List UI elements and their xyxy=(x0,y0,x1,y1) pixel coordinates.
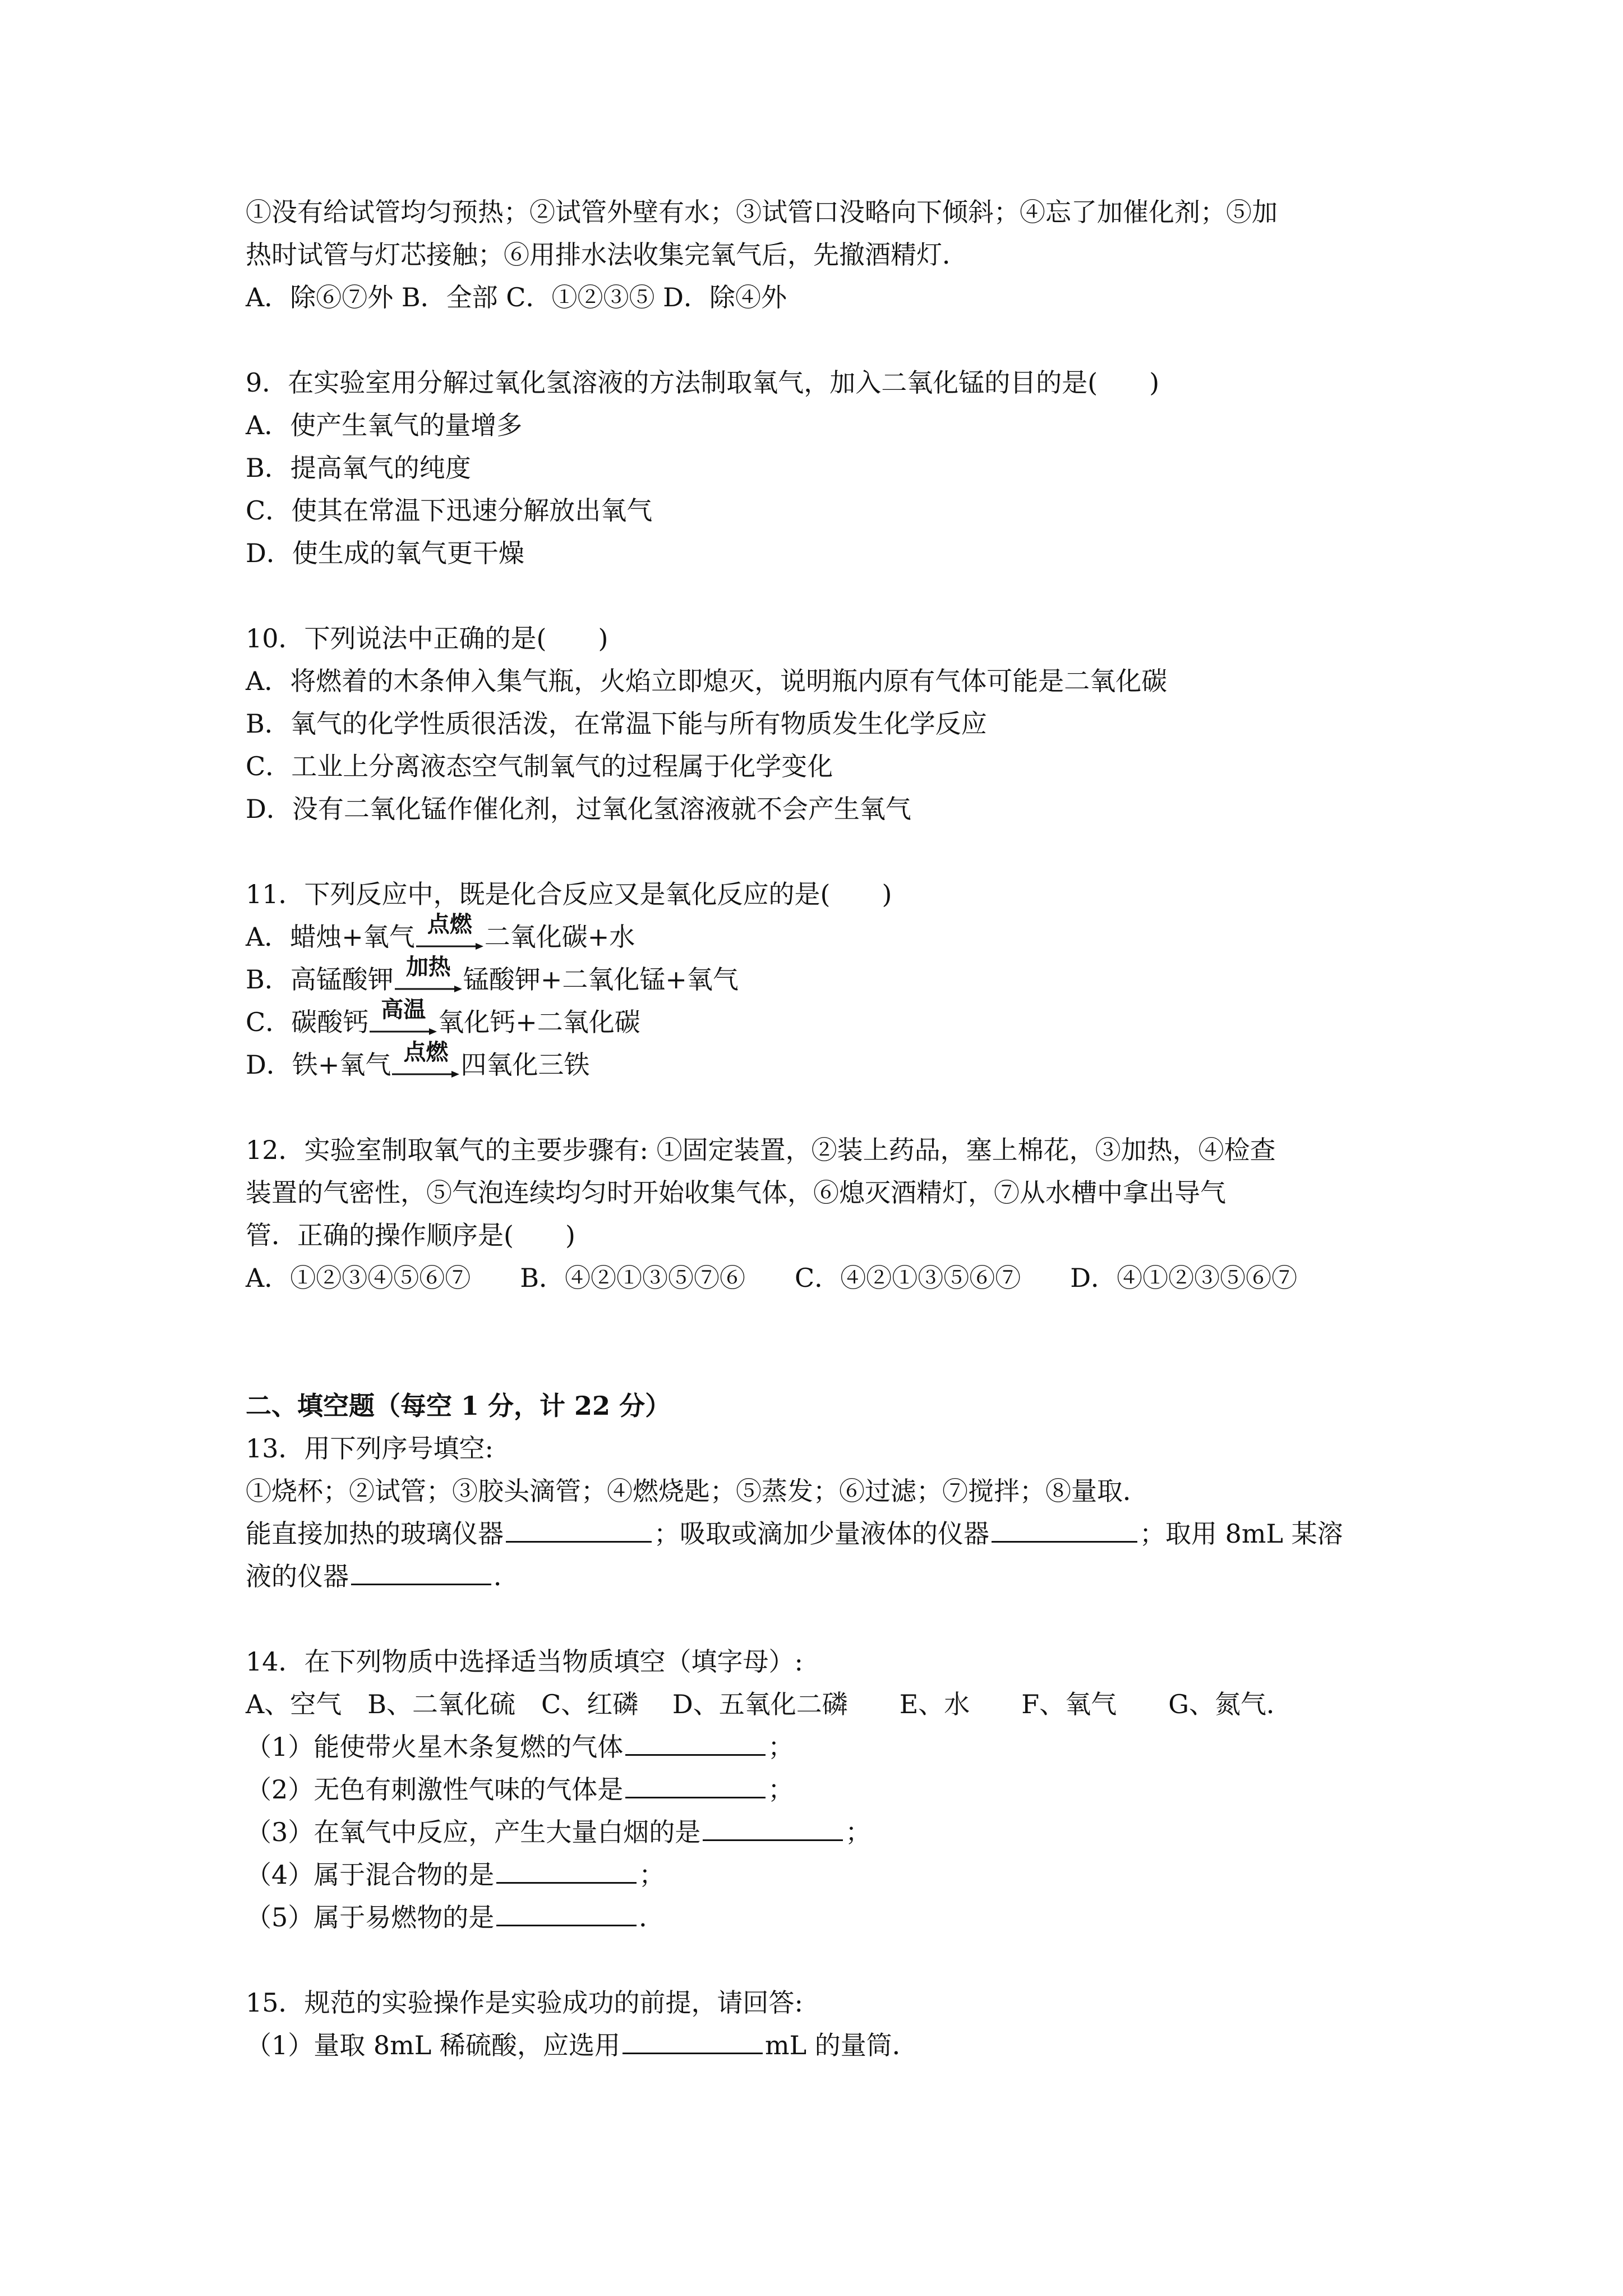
q14-sub4 xyxy=(246,1853,1390,1896)
punctuation: ； xyxy=(768,1732,794,1762)
q9-option-c: C．使其在常温下迅速分解放出氧气 xyxy=(246,495,653,526)
reaction-reactants: C．碳酸钙 xyxy=(246,1007,369,1037)
q15-sub1 xyxy=(246,2024,1390,2067)
reaction-products: 四氧化三铁 xyxy=(460,1050,590,1080)
q9-stem: 9．在实验室用分解过氧化氢溶液的方法制取氧气，加入二氧化锰的目的是( ) xyxy=(246,367,1160,398)
q10-option-b: B．氧气的化学性质很活泼，在常温下能与所有物质发生化学反应 xyxy=(246,708,987,739)
q8-line2: 热时试管与灯芯接触；⑥用排水法收集完氧气后，先撤酒精灯． xyxy=(246,240,968,270)
sub-question-text: （4）属于混合物的是 xyxy=(246,1860,495,1890)
q13-text: 能直接加热的玻璃仪器 xyxy=(246,1519,504,1549)
answer-blank[interactable] xyxy=(506,1519,652,1543)
q12-option-b: B．④②①③⑤⑦⑥ xyxy=(520,1263,746,1293)
reaction-reactants: D．铁+氧气 xyxy=(246,1050,391,1080)
answer-blank[interactable] xyxy=(625,1732,766,1756)
q13-text: ；取用 8mL 某溶 xyxy=(1140,1519,1343,1549)
reaction-condition: 点燃 xyxy=(427,912,472,937)
q9-option-d: D．使生成的氧气更干燥 xyxy=(246,538,524,568)
q12-line3: 管．正确的操作顺序是( ) xyxy=(246,1220,575,1250)
punctuation: ． xyxy=(639,1902,665,1932)
q9-option-a: A．使产生氧气的量增多 xyxy=(246,410,523,440)
q12-option-c: C．④②①③⑤⑥⑦ xyxy=(795,1263,1021,1293)
q8-options: A．除⑥⑦外 B．全部 C．①②③⑤ D．除④外 xyxy=(246,282,787,312)
sub-question-text: （1）量取 8mL 稀硫酸，应选用 xyxy=(246,2030,620,2060)
sub-question-text: （5）属于易燃物的是 xyxy=(246,1902,495,1932)
q11-option-c xyxy=(246,997,1390,1043)
reaction-products: 氧化钙+二氧化碳 xyxy=(438,1007,640,1037)
q14-sub3 xyxy=(246,1811,1390,1853)
answer-blank[interactable] xyxy=(351,1561,491,1585)
q10-option-d: D．没有二氧化锰作催化剂，过氧化氢溶液就不会产生氧气 xyxy=(246,794,911,824)
reaction-arrow-icon xyxy=(370,997,437,1043)
q12-option-a: A．①②③④⑤⑥⑦ xyxy=(246,1263,471,1293)
sub-question-text: mL 的量筒． xyxy=(764,2030,918,2060)
sub-question-text: （3）在氧气中反应，产生大量白烟的是 xyxy=(246,1817,701,1847)
answer-blank[interactable] xyxy=(703,1817,843,1841)
q13-text: ． xyxy=(494,1561,519,1591)
q12-option-d: D．④①②③⑤⑥⑦ xyxy=(1070,1263,1298,1293)
q9-option-b: B．提高氧气的纯度 xyxy=(246,453,471,483)
q11-option-a xyxy=(246,912,1390,958)
exam-page xyxy=(246,191,1390,2067)
section-title: 二、填空题（每空 1 分，计 22 分） xyxy=(246,1391,671,1421)
q12-line2: 装置的气密性，⑤气泡连续均匀时开始收集气体，⑥熄灭酒精灯，⑦从水槽中拿出导气 xyxy=(246,1177,1226,1208)
q13-line3 xyxy=(246,1512,1390,1555)
punctuation: ； xyxy=(845,1817,872,1847)
q14-sub5 xyxy=(246,1896,1390,1939)
q13-stem: 13．用下列序号填空: xyxy=(246,1433,494,1464)
sub-question-text: （2）无色有刺激性气味的气体是 xyxy=(246,1774,624,1805)
q13-items: ①烧杯；②试管；③胶头滴管；④燃烧匙；⑤蒸发；⑥过滤；⑦搅拌；⑧量取． xyxy=(246,1476,1149,1506)
q11-stem: 11．下列反应中，既是化合反应又是氧化反应的是( ) xyxy=(246,879,892,909)
q12-line1: 12．实验室制取氧气的主要步骤有: ①固定装置，②装上药品，塞上棉花，③加热，④检查 xyxy=(246,1135,1276,1165)
q8-line1: ①没有给试管均匀预热；②试管外壁有水；③试管口没略向下倾斜；④忘了加催化剂；⑤加 xyxy=(246,197,1278,227)
q13-text: ；吸取或滴加少量液体的仪器 xyxy=(654,1519,989,1549)
q15-stem: 15．规范的实验操作是实验成功的前提，请回答: xyxy=(246,1987,804,2018)
reaction-arrow-icon xyxy=(395,954,462,1001)
reaction-products: 二氧化碳+水 xyxy=(484,922,635,952)
q11-option-b xyxy=(246,954,1390,1001)
punctuation: ； xyxy=(768,1774,794,1805)
answer-blank[interactable] xyxy=(496,1860,637,1884)
answer-blank[interactable] xyxy=(992,1519,1137,1543)
reaction-reactants: A．蜡烛+氧气 xyxy=(246,922,415,952)
reaction-condition: 点燃 xyxy=(403,1039,449,1065)
sub-question-text: （1）能使带火星木条复燃的气体 xyxy=(246,1732,624,1762)
answer-blank[interactable] xyxy=(623,2030,763,2054)
reaction-arrow-icon xyxy=(416,912,483,958)
q10-option-a: A．将燃着的木条伸入集气瓶，火焰立即熄灭，说明瓶内原有气体可能是二氧化碳 xyxy=(246,666,1168,696)
q14-sub1 xyxy=(246,1726,1390,1768)
reaction-condition: 加热 xyxy=(405,954,451,980)
reaction-products: 锰酸钾+二氧化锰+氧气 xyxy=(463,964,739,995)
q14-stem: 14．在下列物质中选择适当物质填空（填字母）: xyxy=(246,1646,804,1677)
q14-choices: A、空气 B、二氧化硫 C、红磷 D、五氧化二磷 E、水 F、氧气 G、氮气． xyxy=(246,1689,1292,1719)
q10-stem: 10．下列说法中正确的是( ) xyxy=(246,623,608,654)
q14-sub2 xyxy=(246,1768,1390,1811)
q11-option-d xyxy=(246,1039,1390,1086)
answer-blank[interactable] xyxy=(625,1774,766,1798)
reaction-condition: 高温 xyxy=(381,997,426,1023)
punctuation: ； xyxy=(639,1860,665,1890)
answer-blank[interactable] xyxy=(496,1902,637,1926)
q10-option-c: C．工业上分离液态空气制氧气的过程属于化学变化 xyxy=(246,751,833,781)
reaction-arrow-icon xyxy=(392,1039,459,1086)
q12-options xyxy=(246,1257,1390,1299)
q13-text: 液的仪器 xyxy=(246,1561,349,1591)
reaction-reactants: B．高锰酸钾 xyxy=(246,964,394,995)
q13-line4 xyxy=(246,1555,1390,1598)
